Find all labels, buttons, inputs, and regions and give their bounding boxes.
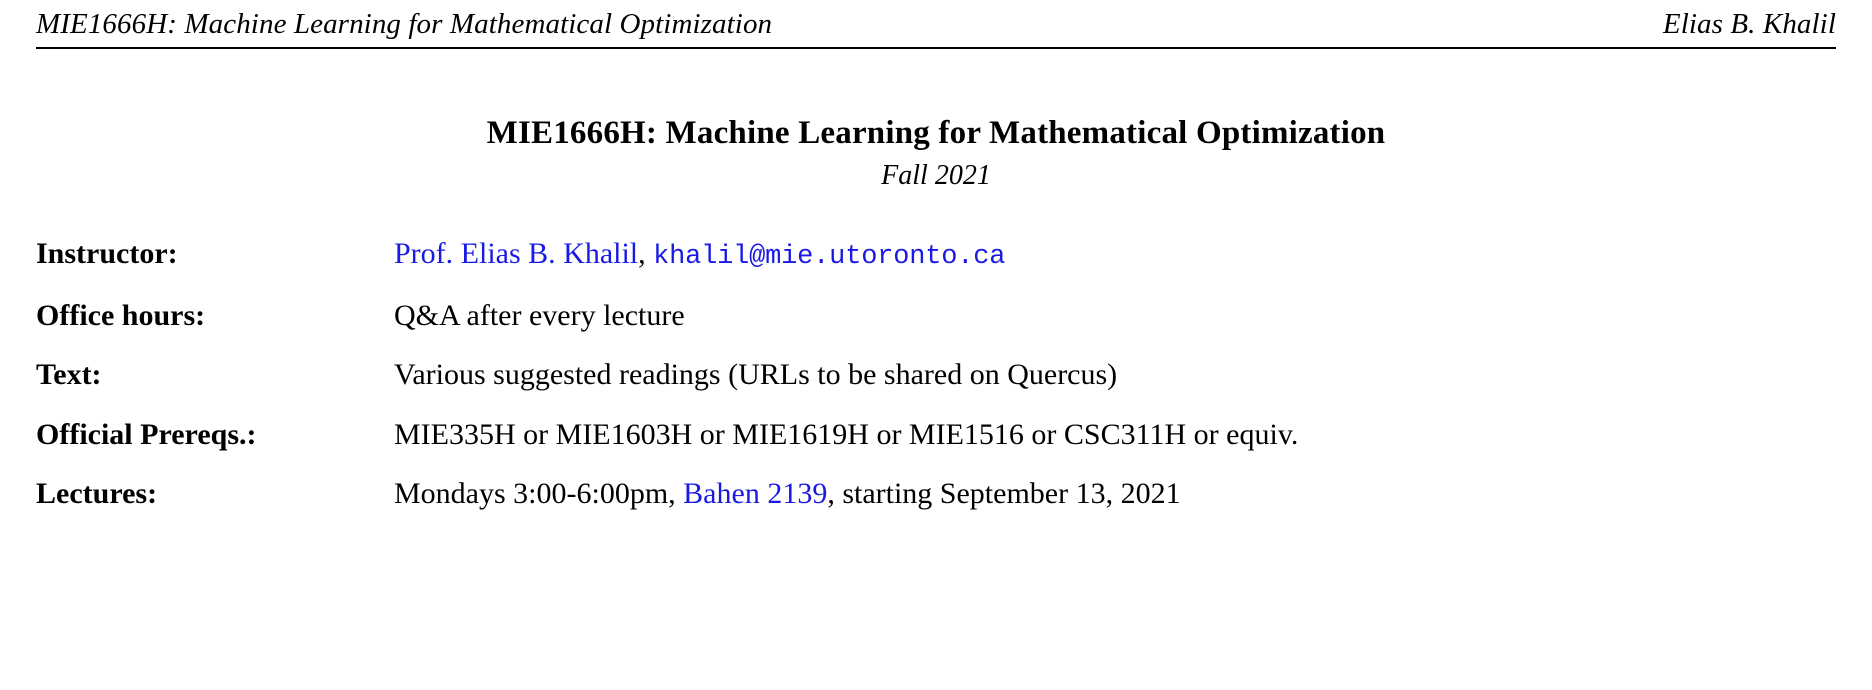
- title-block: [0, 115, 1872, 192]
- page-subtitle: Fall 2021: [881, 160, 991, 191]
- row-label: Office hours:: [36, 298, 206, 332]
- instructor-link[interactable]: Prof. Elias B. Khalil: [394, 237, 639, 270]
- header-rule: [36, 47, 1836, 49]
- running-header-left: MIE1666H: Machine Learning for Mathematical Optimization: [36, 8, 773, 40]
- table-row: [36, 357, 1298, 416]
- instructor-email-link[interactable]: khalil@mie.utoronto.ca: [653, 242, 1006, 272]
- separator-text: ,: [638, 237, 654, 270]
- lecture-start-text: , starting September 13, 2021: [827, 477, 1181, 511]
- table-row: [36, 417, 1298, 476]
- row-label: Text:: [36, 358, 102, 392]
- row-value: [394, 476, 1298, 535]
- lecture-room-link[interactable]: Bahen 2139: [683, 477, 828, 511]
- row-label: Instructor:: [36, 237, 178, 270]
- row-label: Official Prereqs.:: [36, 417, 257, 451]
- course-info-body: [36, 236, 1298, 535]
- table-row: [36, 236, 1298, 298]
- page-title: MIE1666H: Machine Learning for Mathematical Optimization: [486, 115, 1386, 151]
- running-header: [0, 0, 1872, 47]
- running-header-right: Elias B. Khalil: [1662, 8, 1836, 40]
- row-value: Various suggested readings (URLs to be shared on Quercus): [394, 358, 1118, 392]
- row-label: Lectures:: [36, 477, 158, 511]
- table-row: [36, 476, 1298, 535]
- row-value: [394, 236, 1298, 298]
- lecture-time-text: Mondays 3:00-6:00pm,: [394, 477, 684, 511]
- table-row: [36, 298, 1298, 357]
- row-value: MIE335H or MIE1603H or MIE1619H or MIE1516 or CSC311H or equiv.: [394, 417, 1299, 451]
- course-info-table: [36, 236, 1298, 535]
- row-value: Q&A after every lecture: [394, 298, 685, 332]
